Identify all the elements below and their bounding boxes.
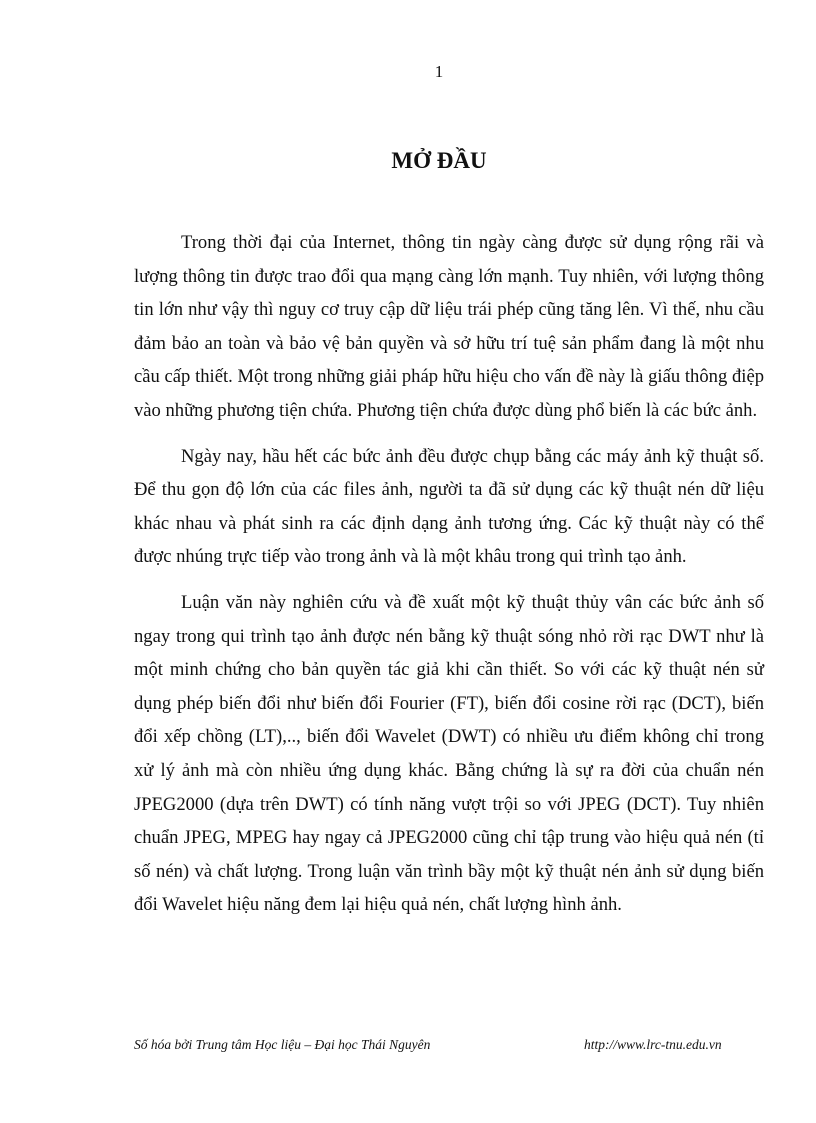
paragraph-1: Trong thời đại của Internet, thông tin ngày càng được sử dụng rộng rãi và lượng thông tin được trao đổi qua mạng càng lớn mạnh. Tuy nhiên, với lượng thông tin lớn như vậy thì nguy cơ truy cập dữ liệu trái phép cũng tăng lên. Vì thế, nhu cầu đảm bảo an toàn và bảo vệ bản quyền và sở hữu trí tuệ sản phẩm đang là một nhu cầu cấp thiết. Một trong những giải pháp hữu hiệu cho vấn đề này là giấu thông điệp vào những phương tiện chứa. Phương tiện chứa được dùng phổ biến là các bức ảnh. [134,232,764,421]
paragraph-2: Ngày nay, hầu hết các bức ảnh đều được chụp bằng các máy ảnh kỹ thuật số. Để thu gọn độ lớn của các files ảnh, người ta đã sử dụng các kỹ thuật nén dữ liệu khác nhau và phát sinh ra các định dạng ảnh tương ứng. Các kỹ thuật này có thể được nhúng trực tiếp vào trong ảnh và là một khâu trong qui trình tạo ảnh. [134,445,764,568]
footer-url: http://www.lrc-tnu.edu.vn [584,1037,722,1052]
paragraph-3: Luận văn này nghiên cứu và đề xuất một kỹ thuật thủy vân các bức ảnh số ngay trong qui trình tạo ảnh được nén bằng kỹ thuật sóng nhỏ rời rạc DWT như là một minh chứng cho bản quyền tác giả khi cần thiết. So với các kỹ thuật nén sử dụng phép biến đổi như biến đổi Fourier (FT), biến đổi cosine rời rạc (DCT), biến đổi xếp chồng (LT),.., biến đổi Wavelet (DWT) có nhiều ưu điểm không chỉ trong xử lý ảnh mà còn nhiều ứng dụng khác. Bằng chứng là sự ra đời của chuẩn nén JPEG2000 (dựa trên DWT) có tính năng vượt trội so với JPEG (DCT). Tuy nhiên chuẩn JPEG, MPEG hay ngay cả JPEG2000 cũng chỉ tập trung vào hiệu quả nén (tỉ số nén) và chất lượng. Trong luận văn trình bầy một kỹ thuật nén ảnh sử dụng biến đổi Wavelet hiệu năng đem lại hiệu quả nén, chất lượng hình ảnh. [134,591,764,916]
page-number: 1 [434,62,444,81]
footer-source: Số hóa bởi Trung tâm Học liệu – Đại học Thái Nguyên [134,1037,431,1052]
body-text [134,226,764,922]
page-title: MỞ ĐẦU [391,148,487,173]
